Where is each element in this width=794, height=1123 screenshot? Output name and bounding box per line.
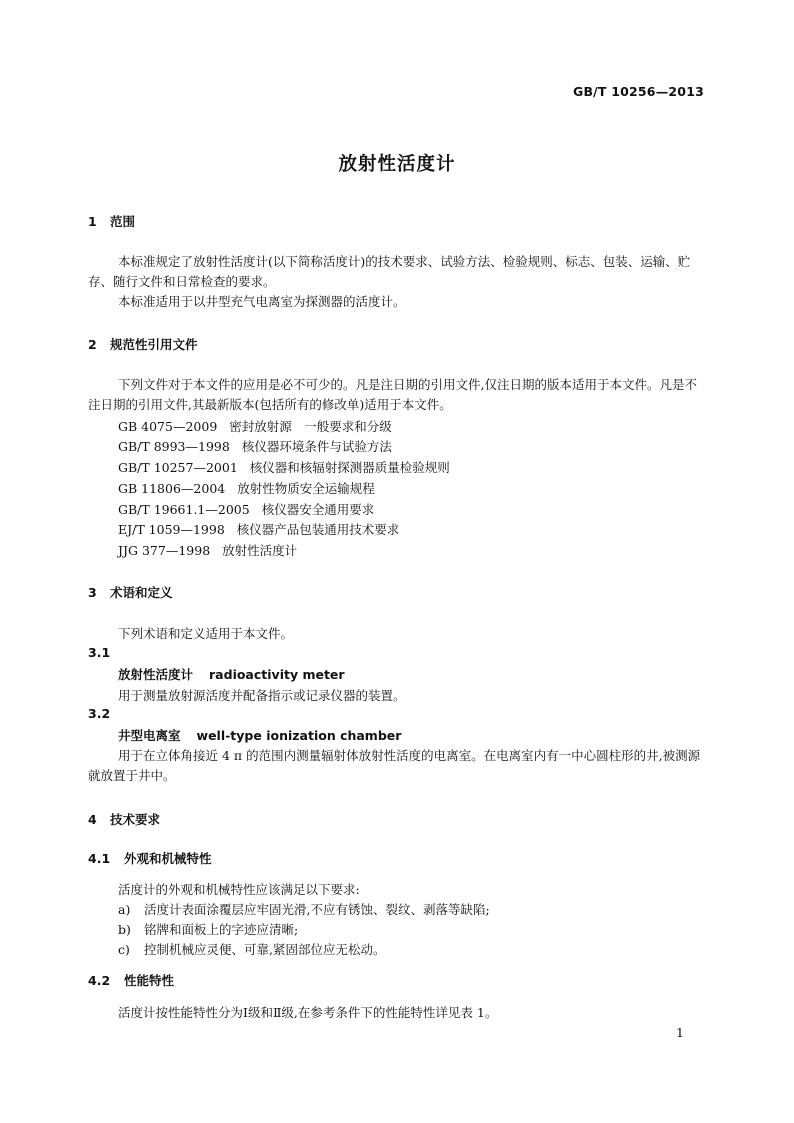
clause-title: 外观和机械特性 xyxy=(124,851,212,866)
reference-code: GB/T 19661.1—2005 xyxy=(118,502,250,517)
page-number: 1 xyxy=(676,1025,684,1040)
term-en: well-type ionization chamber xyxy=(196,728,402,743)
section-title: 范围 xyxy=(110,214,136,229)
reference-title: 核仪器和核辐射探测器质量检验规则 xyxy=(249,460,450,475)
reference-item xyxy=(118,541,297,559)
scope-paragraph-1: 本标准规定了放射性活度计(以下简称活度计)的技术要求、试验方法、检验规则、标志、包装、运输、贮存、随行文件和日常检查的要求。 xyxy=(88,254,691,289)
list-text: 控制机械应灵便、可靠,紧固部位应无松动。 xyxy=(144,942,386,957)
reference-item xyxy=(118,437,392,455)
term-number: 3.1 xyxy=(88,645,111,660)
term-number: 3.2 xyxy=(88,706,111,721)
reference-item xyxy=(118,520,399,538)
reference-code: GB/T 8993—1998 xyxy=(118,439,230,454)
list-item xyxy=(118,920,298,938)
term-definition: 用于在立体角接近 4 π 的范围内测量辐射体放射性活度的电离室。在电离室内有一中心圆柱形的井,被测源就放置于井中。 xyxy=(88,748,701,783)
section-number: 1 xyxy=(88,214,97,229)
reference-title: 放射性活度计 xyxy=(222,543,298,558)
term-zh: 放射性活度计 xyxy=(118,667,194,682)
clause-number: 4.2 xyxy=(88,973,111,988)
reference-item xyxy=(118,417,392,435)
section-number: 2 xyxy=(88,337,97,352)
reference-code: GB 4075—2009 xyxy=(118,419,218,434)
term-zh: 井型电离室 xyxy=(118,728,181,743)
term-en: radioactivity meter xyxy=(209,667,345,682)
list-item xyxy=(118,900,490,918)
section-4-heading xyxy=(88,810,160,828)
terms-intro: 下列术语和定义适用于本文件。 xyxy=(118,626,294,641)
list-marker: b) xyxy=(118,922,131,937)
section-1-heading xyxy=(88,212,135,230)
reference-code: EJ/T 1059—1998 xyxy=(118,522,225,537)
section-title: 术语和定义 xyxy=(110,585,173,600)
reference-item xyxy=(118,500,374,518)
clause-intro: 活度计的外观和机械特性应该满足以下要求: xyxy=(118,882,360,897)
reference-item xyxy=(118,458,450,476)
section-number: 3 xyxy=(88,585,97,600)
scope-paragraph-2: 本标准适用于以井型充气电离室为探测器的活度计。 xyxy=(118,294,406,309)
reference-title: 核仪器安全通用要求 xyxy=(261,502,375,517)
section-2-heading xyxy=(88,335,198,353)
list-text: 活度计表面涂覆层应牢固光滑,不应有锈蚀、裂纹、剥落等缺陷; xyxy=(144,902,490,917)
section-title: 技术要求 xyxy=(110,812,161,827)
document-title: 放射性活度计 xyxy=(338,154,456,175)
standard-code: GB/T 10256—2013 xyxy=(572,84,704,99)
term-heading xyxy=(118,665,345,683)
reference-title: 密封放射源 一般要求和分级 xyxy=(229,419,392,434)
section-title: 规范性引用文件 xyxy=(110,337,198,352)
term-definition: 用于测量放射源活度并配备指示或记录仪器的装置。 xyxy=(118,688,406,703)
reference-title: 核仪器环境条件与试验方法 xyxy=(241,439,392,454)
reference-code: GB/T 10257—2001 xyxy=(118,460,238,475)
reference-code: GB 11806—2004 xyxy=(118,481,226,496)
reference-title: 核仪器产品包装通用技术要求 xyxy=(236,522,400,537)
reference-title: 放射性物质安全运输规程 xyxy=(237,481,375,496)
list-text: 铭牌和面板上的字迹应清晰; xyxy=(144,922,299,937)
clause-text: 活度计按性能特性分为Ⅰ级和Ⅱ级,在参考条件下的性能特性详见表 1。 xyxy=(118,1005,498,1020)
clause-4-2-heading xyxy=(88,971,174,989)
reference-code: JJG 377—1998 xyxy=(118,543,211,558)
clause-number: 4.1 xyxy=(88,851,111,866)
references-intro: 下列文件对于本文件的应用是必不可少的。凡是注日期的引用文件,仅注日期的版本适用于本文件。凡是不注日期的引用文件,其最新版本(包括所有的修改单)适用于本文件。 xyxy=(88,377,697,412)
list-marker: c) xyxy=(118,942,130,957)
section-3-heading xyxy=(88,583,173,601)
term-heading xyxy=(118,726,401,744)
clause-4-1-heading xyxy=(88,849,212,867)
list-item xyxy=(118,940,385,958)
section-number: 4 xyxy=(88,812,97,827)
clause-title: 性能特性 xyxy=(124,973,175,988)
list-marker: a) xyxy=(118,902,131,917)
reference-item xyxy=(118,479,375,497)
